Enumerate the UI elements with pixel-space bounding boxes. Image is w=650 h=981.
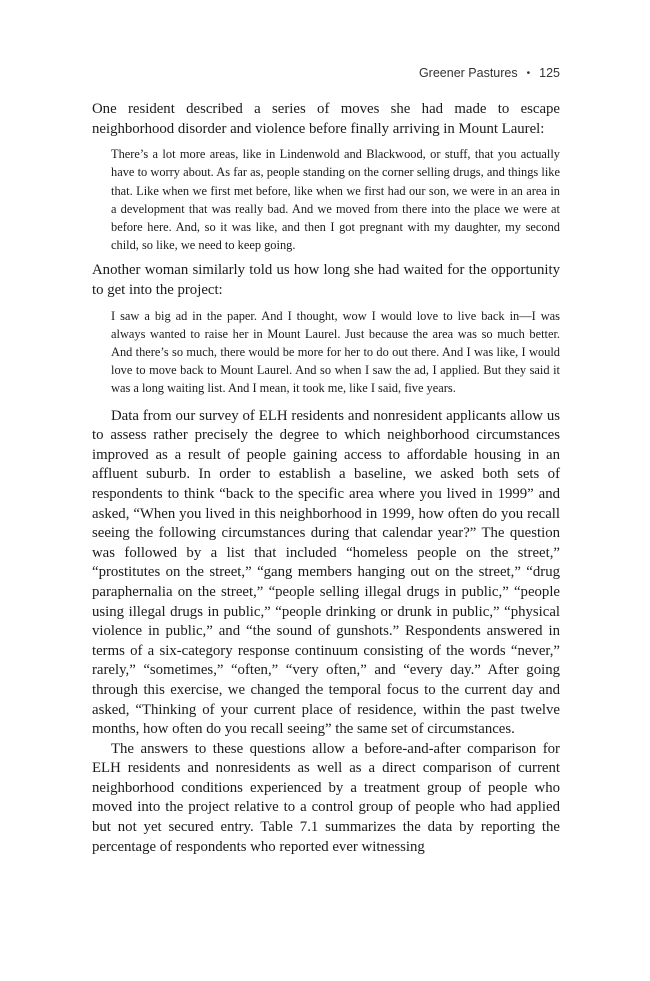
paragraph-4: The answers to these questions allow a before-and-after comparison for ELH residents and nonresidents as well as a direct comparison of current neighborhood conditions experienced by a treatment group of people who moved into the project relative to a control group of people who had applied but not yet secured entry. Table 7.1 summarizes the data by reporting the percentage of respondents who reported ever witnessing (92, 740, 560, 855)
running-title: Greener Pastures (418, 66, 518, 80)
bullet-separator: • (526, 68, 531, 79)
running-head (92, 64, 560, 82)
paragraph-2: Another woman similarly told us how long she had waited for the opportunity to get into the project: (92, 262, 560, 298)
book-page (92, 64, 560, 857)
paragraph-3: Data from our survey of ELH residents and nonresident applicants allow us to assess rather precisely the degree to which neighborhood circumstances improved as a result of people gaining access to affordable housing in an affluent suburb. In order to establish a baseline, we asked both sets of respondents to think “back to the specific area where you lived in 1999” and asked, “When you lived in this neighborhood in 1999, how often do you recall seeing the following circumstances during that calendar year?” The question was followed by a list that included “homeless people on the street,” “prostitutes on the street,” “gang members hanging out on the street,” “drug paraphernalia on the street,” “people selling illegal drugs in public,” “people using illegal drugs in public,” “people drinking or drunk in public,” “physical violence in public,” and “the sound of gunshots.” Respondents answered in terms of a six-category response continuum consisting of the words “never,” rarely,” “sometimes,” “often,” “very often,” and “every day.” After going through this exercise, we changed the temporal focus to the current day and asked, “Thinking of your current place of residence, within the past twelve months, how often do you recall seeing” the same set of circumstances. (92, 407, 560, 738)
page-number: 125 (539, 66, 560, 80)
block-quote-1: There’s a lot more areas, like in Lindenwold and Blackwood, or stuff, that you actually have to worry about. As far as, people standing on the corner selling drugs, and things like that. Like when we first met before, like when we first had our son, we were in an area in a development that was really bad. And we moved from there into the place we were at before here. And, so it was like, and then I got pregnant with my daughter, my second child, so like, we need to keep going. (111, 147, 560, 253)
block-quote-2: I saw a big ad in the paper. And I thought, wow I would love to live back in—I was always wanted to raise her in Mount Laurel. Just because the area was so much better. And there’s so much, there would be more for her to do out there. And I was like, I would love to move back to Mount Laurel. And so when I saw the ad, I applied. But they said it was a long waiting list. And I mean, it took me, like I said, five years. (111, 308, 560, 396)
paragraph-1: One resident described a series of moves she had made to escape neighborhood disorder and violence before finally arriving in Mount Laurel: (92, 101, 560, 137)
